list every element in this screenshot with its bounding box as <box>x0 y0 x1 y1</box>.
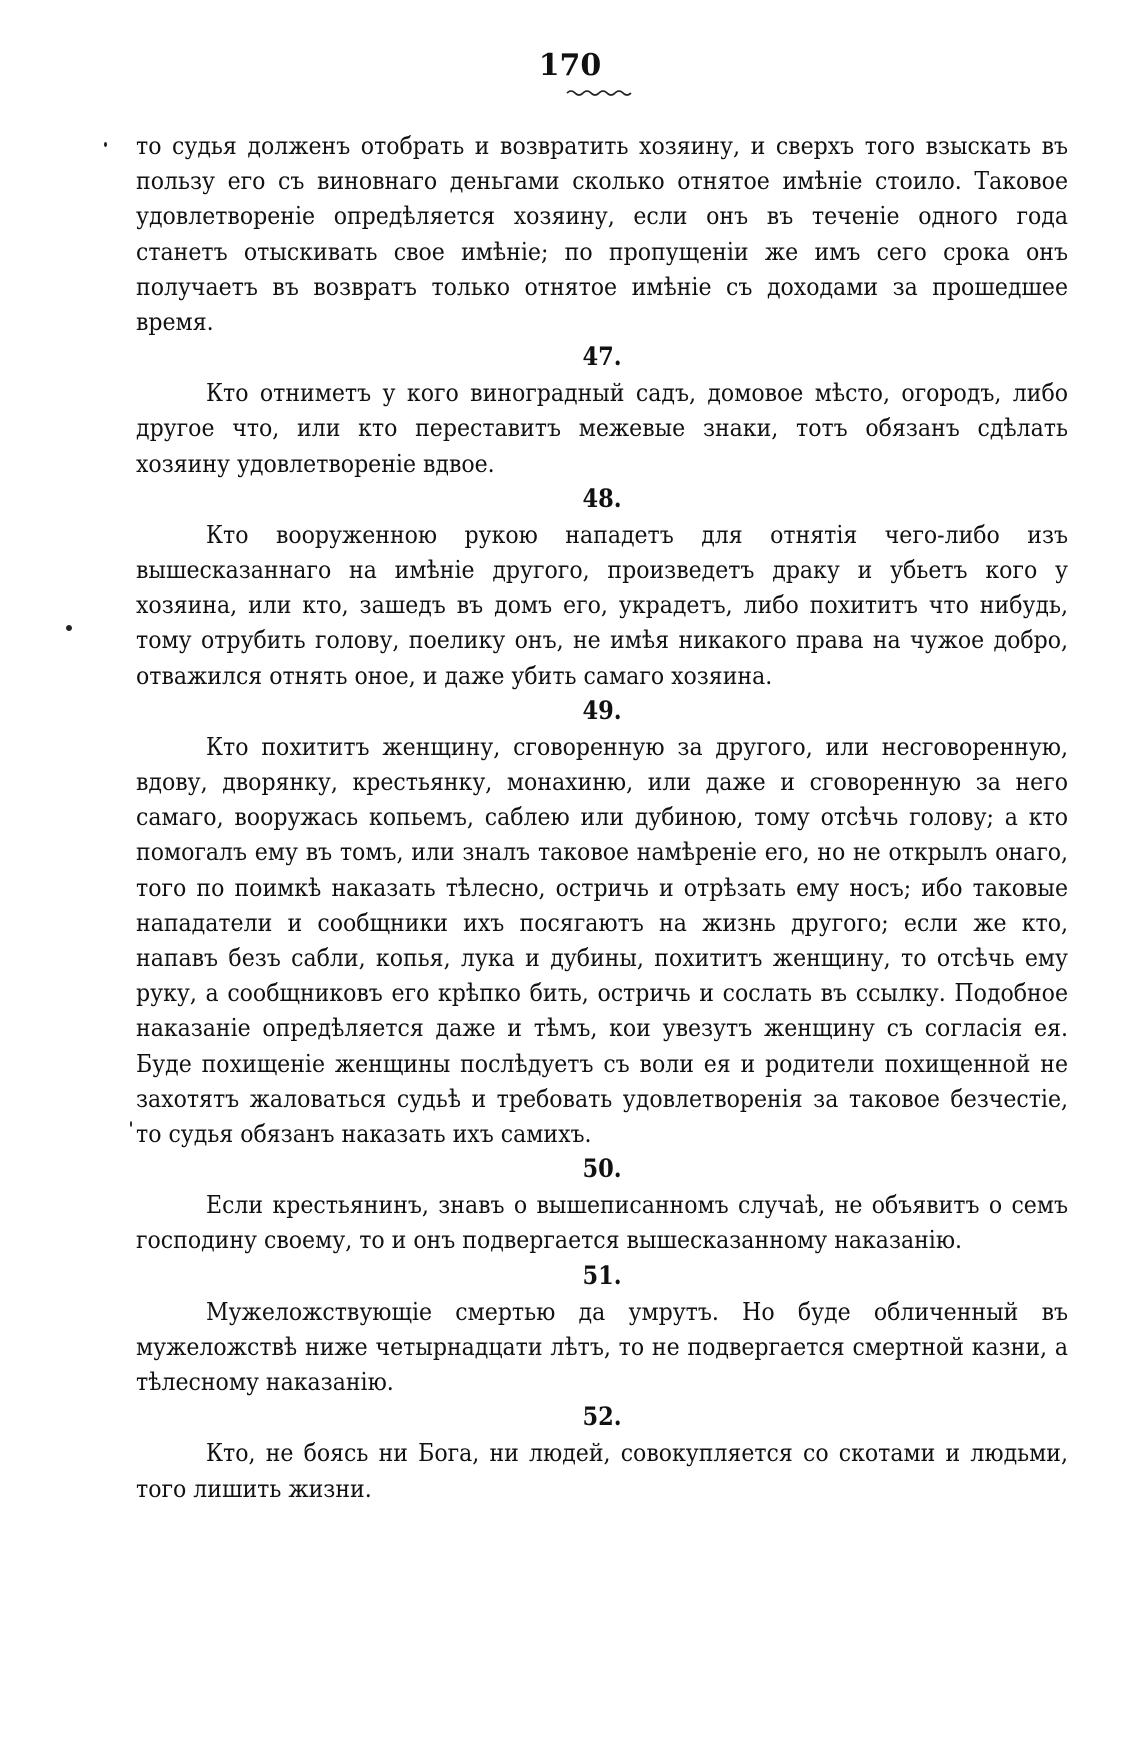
section-number: 47. <box>582 342 622 372</box>
section-text: Мужеложствующіе смертью да умрутъ. Но буде обличенный въ мужеложствѣ ниже четырнадцати лѣтъ, то не подвергается смертной казни, а тѣлесному наказанію. <box>136 1296 1068 1397</box>
section-50 <box>136 1151 1068 1257</box>
margin-speck <box>104 142 107 147</box>
margin-speck <box>130 1121 132 1127</box>
section-49 <box>136 693 1068 1151</box>
section-text: Кто вооруженною рукою нападетъ для отнятія чего-либо изъ вышесказаннаго на имѣніе другого, произведетъ драку и убьетъ кого у хозяина, или кто, зашедъ въ домъ его, украдетъ, либо похититъ что нибудь, тому отрубить голову, поелику онъ, не имѣя никакого права на чужое добро, отважился отнять оное, и даже убить самаго хозяина. <box>136 519 1068 690</box>
section-number: 48. <box>582 483 622 513</box>
intro-paragraph: то судья долженъ отобрать и возвратить хозяину, и сверхъ того взыскать въ пользу его съ виновнаго деньгами сколько отнятое имѣніе стоило. Таковое удовлетвореніе опредѣляется хозяину, если онъ въ теченіе одного года станетъ отыскивать свое имѣніе; по пропущеніи же имъ сего срока онъ получаетъ въ возвратъ только отнятое имѣніе съ доходами за прошедшее время. <box>136 131 1068 337</box>
section-number: 50. <box>582 1154 622 1184</box>
margin-speck <box>66 625 72 631</box>
page-number-flourish <box>565 88 635 98</box>
section-text: Кто, не боясь ни Бога, ни людей, совокупляется со скотами и людьми, того лишить жизни. <box>136 1438 1068 1503</box>
section-text: Кто отниметъ у кого виноградный садъ, домовое мѣсто, огородъ, либо другое что, или кто переставитъ межевые знаки, тотъ обязанъ сдѣлать хозяину удовлетвореніе вдвое. <box>136 378 1068 478</box>
page-number: 170 <box>538 48 602 83</box>
page-body <box>136 128 1068 1506</box>
section-number: 51. <box>582 1260 622 1290</box>
section-number: 52. <box>582 1402 622 1432</box>
section-text: Кто похититъ женщину, сговоренную за другого, или несговоренную, вдову, дворянку, крестьянку, монахиню, или даже и сговоренную за него самаго, вооружась копьемъ, саблею или дубиною, тому отсѣчь голову; а кто помогалъ ему въ томъ, или зналъ таковое намѣреніе его, но не открылъ онаго, того по поимкѣ наказать тѣлесно, остричь и отрѣзать ему носъ; ибо таковые нападатели и сообщники ихъ посягаютъ на жизнь другого; если же кто, напавъ безъ сабли, копья, лука и дубины, похититъ женщину, то отсѣчь ему руку, а сообщниковъ его крѣпко бить, остричь и сослать въ ссылку. Подобное наказаніе опредѣляется даже и тѣмъ, кои увезутъ женщину съ согласія ея. Буде похищеніе женщины послѣдуетъ съ воли ея и родители похищенной не захотятъ жаловаться судьѣ и требовать удовлетворенія за таковое безчестіе, то судья обязанъ наказать ихъ самихъ. <box>136 731 1068 1149</box>
section-text: Если крестьянинъ, знавъ о вышеписанномъ случаѣ, не объявитъ о семъ господину своему, то и онъ подвергается вышесказанному наказанію. <box>136 1190 1068 1255</box>
section-47 <box>136 339 1068 481</box>
section-number: 49. <box>582 695 622 725</box>
section-52 <box>136 1399 1068 1505</box>
section-51 <box>136 1258 1068 1400</box>
section-48 <box>136 481 1068 693</box>
